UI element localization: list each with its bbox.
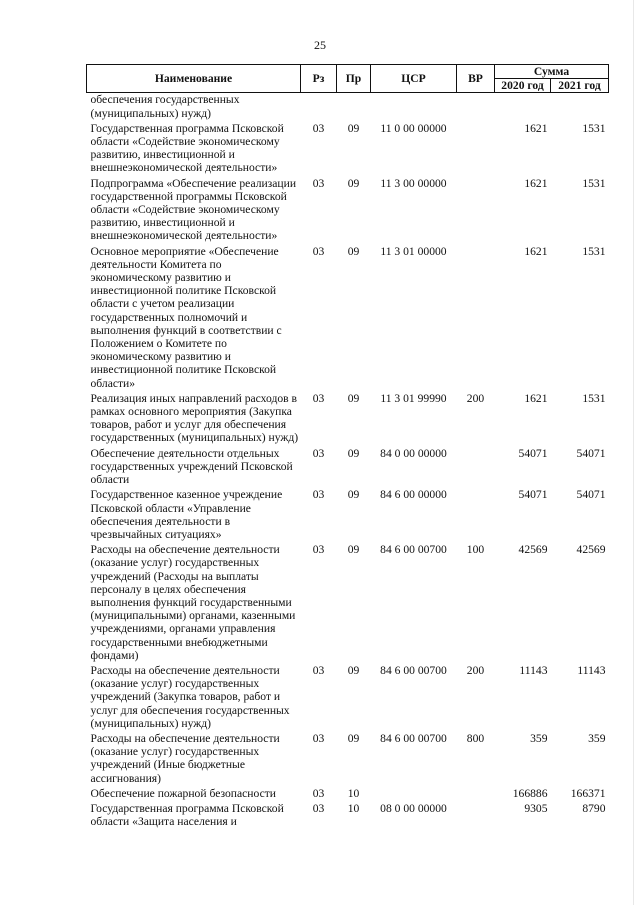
table-cell-2020: 1621 [524,121,548,135]
table-cell-name: обеспечения государственных (муниципальных) нужд) [90,93,240,120]
table-cell-pr: 09 [347,488,360,502]
table-cell-rz: 03 [312,663,325,677]
scan-edge-line [633,0,634,905]
table-cell-vr [457,245,495,392]
table-cell-2020: 166886 [512,786,548,800]
table-cell-vr: 200 [466,391,485,405]
table-cell-pr: 10 [347,801,360,815]
table-cell-vr [457,447,495,489]
table-cell-2021: 54071 [576,446,606,460]
table-cell-csr: 84 6 00 00700 [380,731,447,745]
table-cell-rz: 03 [312,244,325,258]
table-body [87,93,609,830]
header-year-2021: 2021 год [551,79,609,93]
table-cell-csr: 11 3 00 00000 [380,176,447,190]
table-cell-2020: 11143 [519,663,548,677]
table-cell-csr: 84 6 00 00700 [380,543,447,557]
table-cell-vr: 800 [466,731,485,745]
table-row [87,488,609,543]
table-cell-2021: 8790 [582,801,606,815]
table-cell-name: Реализация иных направлений расходов в рамках основного мероприятия (Закупка товаров, работ и услуг для обеспечения государственных (муниципальных) нужд) [90,391,299,445]
table-row [87,732,609,787]
header-rz: Рз [301,65,337,93]
table-cell-rz: 03 [312,488,325,502]
table-cell-2020: 54071 [518,446,548,460]
table-row [87,93,609,122]
table-cell-2021: 42569 [576,543,606,557]
table-cell-rz: 03 [312,801,325,815]
page-number: 25 [314,38,326,52]
table-cell-rz: 03 [312,391,325,405]
table-cell-2020: 1621 [524,176,548,190]
table-cell-vr [457,802,495,830]
table-cell-csr: 11 3 01 99990 [380,391,447,405]
header-vr: ВР [457,65,495,93]
table-cell-vr: 200 [466,663,485,677]
table-cell-2021: 1531 [582,176,606,190]
table-row [87,447,609,489]
table-row [87,802,609,830]
table-header [87,65,609,93]
table-cell-csr: 84 6 00 00700 [380,663,447,677]
table-cell-vr [457,93,495,122]
table-cell-2021: 166371 [570,786,606,800]
table-cell-csr [371,787,457,802]
table-cell-2021: 1531 [582,391,606,405]
table-cell-name: Подпрограмма «Обеспечение реализации государственной программы Псковской области «Содействие экономическому развитию, инвестиционной и внешнеэкономической деятельности» [90,176,297,243]
table-row [87,177,609,245]
table-cell-name: Государственная программа Псковской области «Защита населения и [90,801,284,829]
table-cell-csr: 08 0 00 00000 [380,801,447,815]
table-cell-2021: 54071 [576,488,606,502]
table-row [87,122,609,177]
table-row [87,392,609,447]
table-cell-rz: 03 [312,121,325,135]
table-cell-name: Расходы на обеспечение деятельности (оказание услуг) государственных учреждений (Закупка товаров, работ и услуг для обеспечения государственных (муниципальных) нужд) [90,663,290,730]
table-cell-vr: 100 [466,543,485,557]
header-csr: ЦСР [371,65,457,93]
table-cell-pr: 09 [347,731,360,745]
table-cell-csr: 84 6 00 00000 [380,488,447,502]
table-row [87,543,609,664]
table-cell-pr: 09 [347,391,360,405]
table-cell-rz [301,93,337,122]
table-cell-name: Расходы на обеспечение деятельности (оказание услуг) государственных учреждений (Иные бюджетные ассигнования) [90,731,280,785]
table-cell-csr [371,93,457,122]
table-cell-2020: 42569 [518,543,548,557]
table-cell-vr [457,122,495,177]
table-row [87,664,609,732]
table-cell-name: Государственное казенное учреждение Псковской области «Управление обеспечения деятельности в чрезвычайных ситуациях» [90,488,283,541]
table-cell-pr: 09 [347,244,360,258]
table-cell-2020: 9305 [524,801,548,815]
header-pr: Пр [337,65,371,93]
table-cell-pr: 09 [347,663,360,677]
table-cell-2021: 359 [588,731,606,745]
table-cell-rz: 03 [312,543,325,557]
table-cell-pr: 09 [347,121,360,135]
table-cell-name: Обеспечение пожарной безопасности [90,786,277,800]
table-cell-2020: 1621 [524,391,548,405]
table-row [87,245,609,392]
table-cell-2021 [551,93,609,122]
table-cell-rz: 03 [312,446,325,460]
table-cell-csr: 11 3 01 00000 [380,244,447,258]
table-cell-2021: 1531 [582,121,606,135]
table-cell-name: Расходы на обеспечение деятельности (оказание услуг) государственных учреждений (Расходы на выплаты персоналу в целях обеспечения выполнения функций государственными (муниципальными) органами, казенными учреждениями, органами управления государственными внебюджетными фондами) [90,543,296,662]
table-cell-csr: 11 0 00 00000 [380,121,447,135]
table-cell-name: Обеспечение деятельности отдельных государственных учреждений Псковской области [90,446,293,487]
table-cell-csr: 84 0 00 00000 [380,446,447,460]
table-cell-pr: 09 [347,543,360,557]
table-cell-pr: 09 [347,446,360,460]
table-cell-2021: 11143 [577,663,606,677]
table-cell-2020 [495,93,551,122]
table-cell-rz: 03 [312,731,325,745]
table-cell-2021: 1531 [582,244,606,258]
table-row [87,787,609,802]
table-cell-vr [457,787,495,802]
header-year-2020: 2020 год [495,79,551,93]
header-name: Наименование [87,65,301,93]
table-cell-rz: 03 [312,786,325,800]
header-sum: Сумма [495,65,609,79]
table-cell-pr [337,93,371,122]
table-cell-2020: 359 [530,731,548,745]
budget-table [86,64,609,830]
table-cell-2020: 1621 [524,244,548,258]
table-cell-name: Основное мероприятие «Обеспечение деятельности Комитета по экономическому развитию и инвестиционной политике Псковской области с учетом реализации государственных полномочий и выполнения функций в соответствии с Положением о Комитете по экономическому развитию и инвестиционной политике Псковской области» [90,244,282,390]
budget-table-wrapper [86,64,608,830]
table-cell-name: Государственная программа Псковской области «Содействие экономическому развитию, инвестиционной и внешнеэкономической деятельности» [90,121,284,175]
table-cell-vr [457,177,495,245]
table-cell-vr [457,488,495,543]
table-cell-rz: 03 [312,176,325,190]
table-cell-pr: 10 [347,786,360,800]
table-cell-pr: 09 [347,176,360,190]
table-cell-2020: 54071 [518,488,548,502]
